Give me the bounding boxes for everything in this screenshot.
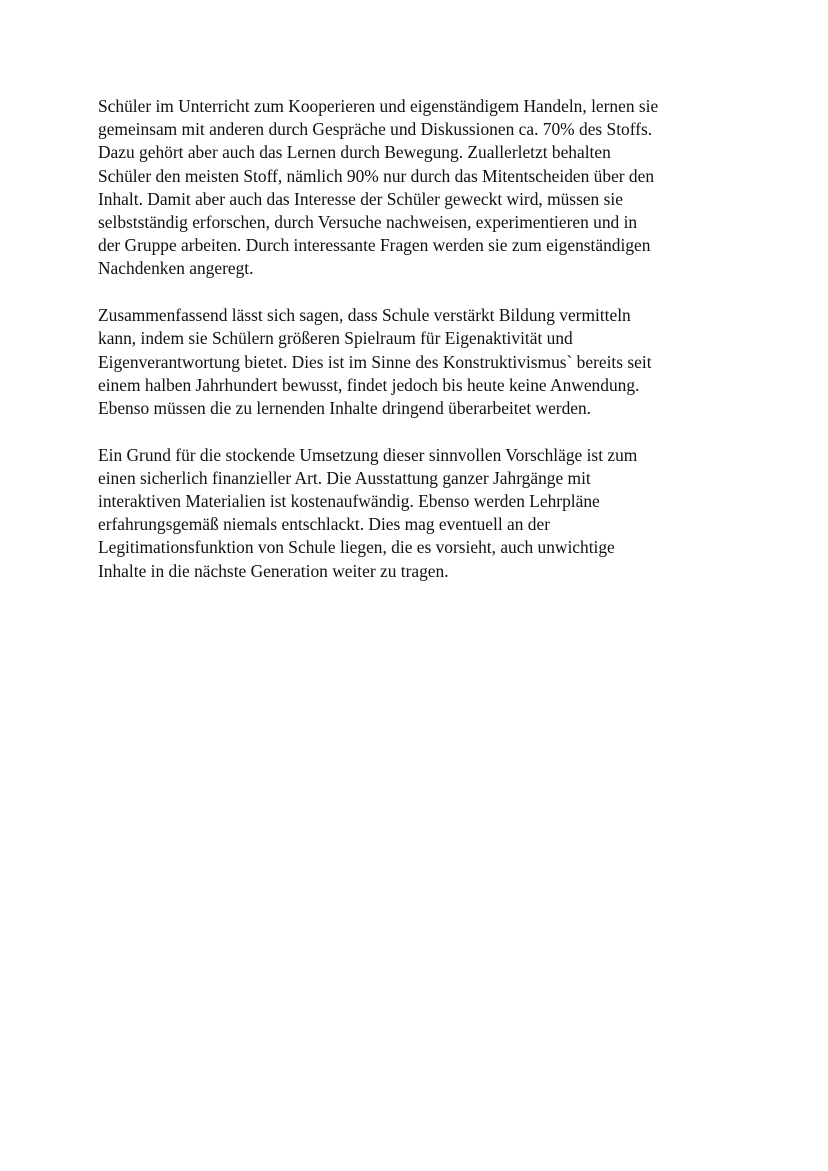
text-line: einem halben Jahrhundert bewusst, findet jedoch bis heute keine Anwendung. xyxy=(98,374,640,395)
text-line: Schüler den meisten Stoff, nämlich 90% nur durch das Mitentscheiden über den xyxy=(98,165,655,186)
text-line: kann, indem sie Schülern größeren Spielraum für Eigenaktivität und xyxy=(98,328,573,349)
text-line: Inhalt. Damit aber auch das Interesse der Schüler geweckt wird, müssen sie xyxy=(98,188,623,209)
text-line: Schüler im Unterricht zum Kooperieren und eigenständigem Handeln, lernen sie xyxy=(98,96,659,116)
body-text xyxy=(98,95,738,606)
text-line: Inhalte in die nächste Generation weiter zu tragen. xyxy=(98,560,449,581)
text-line: gemeinsam mit anderen durch Gespräche und Diskussionen ca. 70% des Stoffs. xyxy=(98,119,653,140)
text-line: Dazu gehört aber auch das Lernen durch Bewegung. Zuallerletzt behalten xyxy=(98,142,611,163)
paragraph-2 xyxy=(98,304,738,420)
text-line: Eigenverantwortung bietet. Dies ist im Sinne des Konstruktivismus` bereits seit xyxy=(98,351,652,372)
text-line: interaktiven Materialien ist kostenaufwändig. Ebenso werden Lehrpläne xyxy=(98,491,600,512)
text-line: der Gruppe arbeiten. Durch interessante Fragen werden sie zum eigenständigen xyxy=(98,235,651,256)
paragraph-3 xyxy=(98,444,738,583)
text-line: Nachdenken angeregt. xyxy=(98,258,254,279)
text-line: Zusammenfassend lässt sich sagen, dass Schule verstärkt Bildung vermitteln xyxy=(98,305,631,326)
paragraph-1 xyxy=(98,95,738,281)
text-line: Ebenso müssen die zu lernenden Inhalte dringend überarbeitet werden. xyxy=(98,397,592,418)
text-line: selbstständig erforschen, durch Versuche nachweisen, experimentieren und in xyxy=(98,212,638,233)
text-line: Legitimationsfunktion von Schule liegen, die es vorsieht, auch unwichtige xyxy=(98,537,615,558)
text-line: Ein Grund für die stockende Umsetzung dieser sinnvollen Vorschläge ist zum xyxy=(98,444,638,465)
text-line: einen sicherlich finanzieller Art. Die Ausstattung ganzer Jahrgänge mit xyxy=(98,467,591,488)
text-line: erfahrungsgemäß niemals entschlackt. Dies mag eventuell an der xyxy=(98,514,550,535)
